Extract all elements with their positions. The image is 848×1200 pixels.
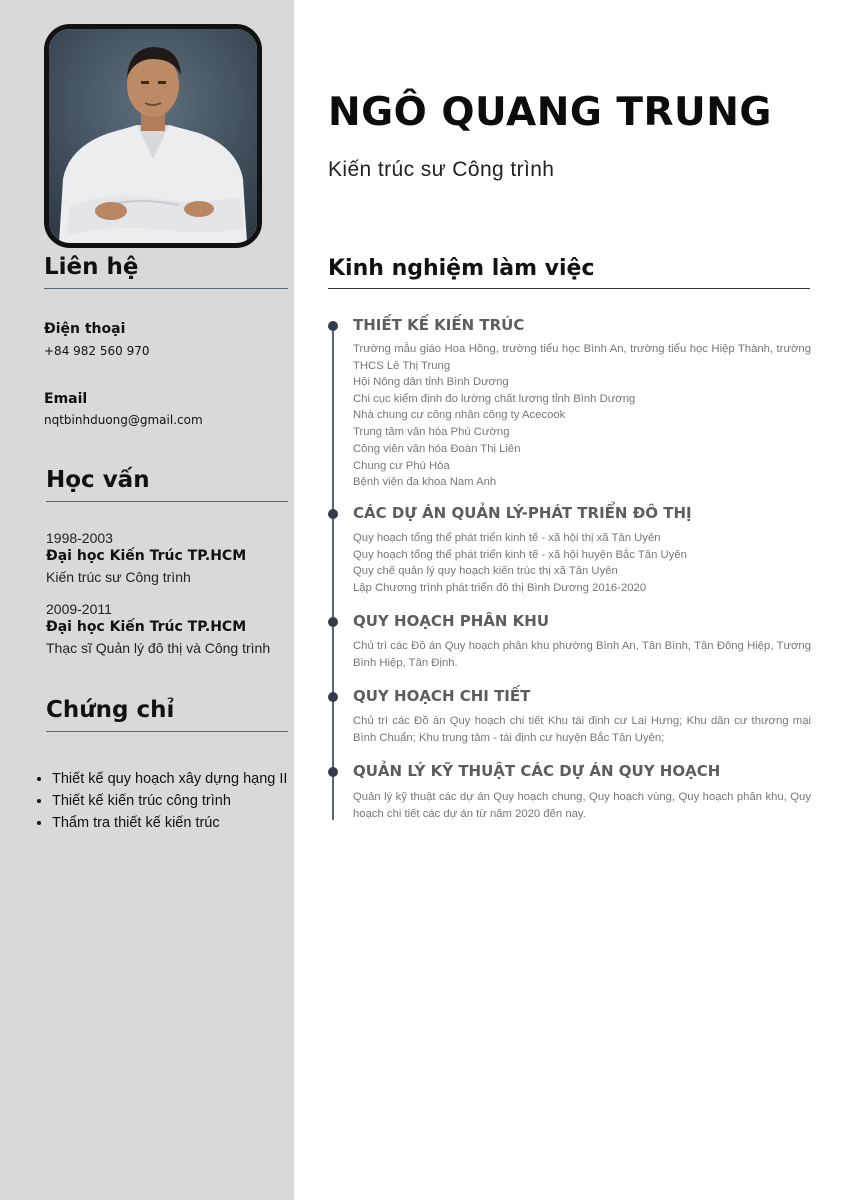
phone-label: Điện thoại (44, 321, 126, 337)
education-years-1: 1998-2003 (46, 530, 113, 546)
phone-value: +84 982 560 970 (44, 344, 150, 358)
certificate-item: • Thiết kế quy hoạch xây dựng hạng II (52, 768, 314, 790)
full-name: NGÔ QUANG TRUNG (328, 90, 772, 135)
education-heading: Học vấn (46, 467, 288, 502)
certificate-item: • Thiết kế kiến trúc công trình (52, 790, 314, 812)
section-paragraph: Trường mẫu giáo Hoa Hồng, trường tiểu học Bình An, trường tiểu học Hiệp Thành, trường THCS Lê Thị Trung (353, 343, 811, 372)
section-title-architecture: THIẾT KẾ KIẾN TRÚC (353, 316, 525, 334)
timeline-dot (328, 692, 338, 702)
experience-heading: Kinh nghiệm làm việc (328, 256, 810, 289)
section-title-detailed-planning: QUY HOẠCH CHI TIẾT (353, 687, 531, 705)
education-degree-1: Kiến trúc sư Công trình (46, 569, 191, 585)
profile-photo (44, 24, 262, 248)
section-lines (353, 374, 811, 491)
sidebar (0, 0, 294, 1200)
section-line: Quy hoạch tổng thể phát triển kinh tế - xã hội huyện Bắc Tân Uyên (353, 548, 687, 561)
section-line: Hội Nông dân tỉnh Bình Dương (353, 376, 509, 388)
contact-heading: Liên hệ (44, 254, 288, 289)
timeline-dot (328, 617, 338, 627)
section-paragraph: Quản lý kỹ thuật các dự án Quy hoạch chung, Quy hoạch vùng, Quy hoạch phân khu, Quy hoạch chi tiết các dự án từ năm 2020 đến nay. (353, 791, 811, 820)
education-degree-2: Thạc sĩ Quản lý đô thị và Công trình (46, 640, 271, 656)
section-paragraph: Chủ trì các Đồ án Quy hoạch phân khu phường Bình An, Tân Bình, Tân Đông Hiệp, Tương Bình Hiệp, Tân Định. (353, 640, 811, 669)
section-line: Trung tâm văn hóa Phú Cường (353, 426, 510, 439)
section-line: Nhà chung cư công nhân công ty Acecook (353, 409, 566, 422)
timeline-dot (328, 509, 338, 519)
section-line: Chung cư Phú Hòa (353, 459, 450, 472)
section-title-zoning-planning: QUY HOẠCH PHÂN KHU (353, 612, 550, 630)
section-line: Chi cục kiểm định đo lường chất lượng tỉnh Bình Dương (353, 392, 636, 405)
person-portrait-icon (49, 29, 257, 243)
section-line: Quy chế quản lý quy hoạch kiến trúc thị xã Tân Uyên (353, 565, 618, 578)
section-lines (353, 530, 811, 597)
certificate-item: • Thẩm tra thiết kế kiến trúc (52, 812, 314, 834)
timeline-dot (328, 767, 338, 777)
email-value: nqtbinhduong@gmail.com (44, 413, 203, 427)
section-title-technical-management: QUẢN LÝ KỸ THUẬT CÁC DỰ ÁN QUY HOẠCH (353, 762, 721, 780)
section-line: Công viên văn hóa Đoàn Thị Liên (353, 442, 521, 455)
section-line: Lập Chương trình phát triển đô thị Bình Dương 2016-2020 (353, 582, 647, 595)
certificates-list (30, 768, 314, 834)
timeline-dot (328, 321, 338, 331)
section-title-urban-management: CÁC DỰ ÁN QUẢN LÝ-PHÁT TRIỂN ĐÔ THỊ (353, 504, 692, 522)
timeline-line (332, 326, 334, 820)
email-label: Email (44, 391, 88, 407)
section-paragraph: Chủ trì các Đồ án Quy hoạch chi tiết Khu tái định cư Lai Hưng; Khu dân cư thương mại Bình Chuẩn; Khu trung tâm - tái định cư huyện Bắc Tân Uyên; (353, 715, 811, 744)
section-line: Bệnh viện đa khoa Nam Anh (353, 476, 497, 489)
education-school-1: Đại học Kiến Trúc TP.HCM (46, 548, 247, 564)
job-title: Kiến trúc sư Công trình (328, 158, 555, 181)
education-school-2: Đại học Kiến Trúc TP.HCM (46, 619, 247, 635)
section-line: Quy hoạch tổng thể phát triển kinh tế - xã hội thị xã Tân Uyên (353, 532, 661, 544)
education-years-2: 2009-2011 (46, 601, 112, 617)
certificates-heading: Chứng chỉ (46, 697, 288, 732)
